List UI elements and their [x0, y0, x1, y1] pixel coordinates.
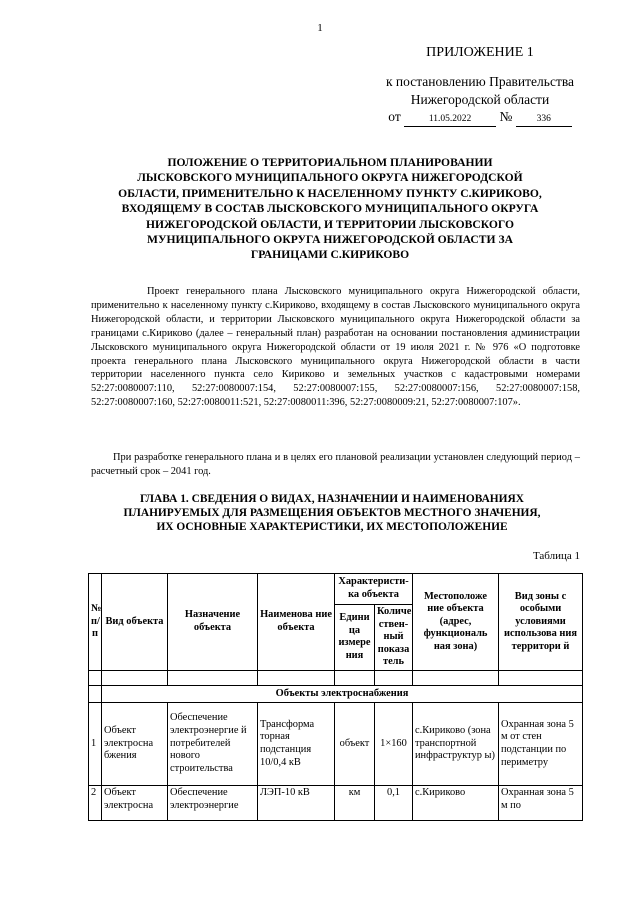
header-num: № п/п [89, 574, 102, 671]
header-quantity: Количе ствен- ный показа тель [375, 605, 413, 671]
appendix-date: 11.05.2022 [404, 113, 496, 127]
appendix-from: от [388, 109, 401, 124]
header-purpose: Назначение объекта [168, 574, 258, 671]
header-zone: Вид зоны с особыми условиями использова ния территори й [499, 574, 583, 671]
appendix-number: 336 [516, 113, 572, 127]
header-type: Вид объекта [102, 574, 168, 671]
cell-quantity: 0,1 [375, 785, 413, 820]
cell-type: Объект электросна [102, 785, 168, 820]
document-title [80, 155, 580, 263]
cell-purpose: Обеспечение электроэнергие [168, 785, 258, 820]
title-line: МУНИЦИПАЛЬНОГО ОКРУГА НИЖЕГОРОДСКОЙ ОБЛАСТИ ЗА [147, 233, 513, 247]
chapter-line: ГЛАВА 1. СВЕДЕНИЯ О ВИДАХ, НАЗНАЧЕНИИ И НАИМЕНОВАНИЯХ [140, 493, 524, 505]
cell-purpose: Обеспечение электроэнергие й потребителей нового строительства [168, 702, 258, 785]
table-label: Таблица 1 [532, 550, 580, 562]
chapter-heading [84, 492, 580, 535]
cell-zone: Охранная зона 5 м от стен подстанции по периметру [499, 702, 583, 785]
page-number: 1 [317, 22, 323, 34]
title-line: ОБЛАСТИ, ПРИМЕНИТЕЛЬНО К НАСЕЛЕННОМУ ПУНКТУ С.КИРИКОВО, [118, 186, 542, 200]
paragraph-intro: Проект генерального плана Лысковского муниципального округа Нижегородской области, применительно к населенному пункту с.Кириково, входящему в состав Лысковского муниципального округа Нижегородской области, и территории Лысковского муниципального округа Нижегородской области за границами с.Кириково (далее – генеральный план) разработан на основании постановления администрации Лысковского муниципального округа Нижегородской области от 19 июля 2021 г. № 976 «О подготовке проекта генерального плана Лысковского муниципального округа Нижегородской области в части территории населенного пункта село Кириково и земельных участков с кадастровыми номерами 52:27:0080007:110, 52:27:0080007:154, 52:27:0080007:155, 52:27:0080007:156, 52:27:0080007:158, 52:27:0080007:160, 52:27:0080011:521, 52:27:0080011:396, 52:27:0080009:21, 52:27:0080007:107». [91, 286, 580, 409]
title-line: ПОЛОЖЕНИЕ О ТЕРРИТОРИАЛЬНОМ ПЛАНИРОВАНИИ [167, 156, 493, 169]
cell-location: с.Кириково [413, 785, 499, 820]
cell-unit: объект [335, 702, 375, 785]
header-name: Наименова ние объекта [258, 574, 335, 671]
cell-type: Объект электросна бжения [102, 702, 168, 785]
header-unit: Едини ца измере ния [335, 605, 375, 671]
chapter-line: ИХ ОСНОВНЫЕ ХАРАКТЕРИСТИКИ, ИХ МЕСТОПОЛОЖЕНИЕ [156, 521, 508, 534]
paragraph-period: При разработке генерального плана и в целях его плановой реализации установлен следующий период – расчетный срок – 2041 год. [91, 452, 580, 477]
title-line: ГРАНИЦАМИ С.КИРИКОВО [250, 248, 410, 262]
table-spacer-row [89, 670, 583, 685]
cell-name: ЛЭП-10 кВ [258, 785, 335, 820]
table-row [89, 785, 583, 820]
appendix-number-sign: № [499, 109, 513, 124]
title-line: НИЖЕГОРОДСКОЙ ОБЛАСТИ, И ТЕРРИТОРИИ ЛЫСКОВСКОГО [146, 217, 514, 231]
title-line: ЛЫСКОВСКОГО МУНИЦИПАЛЬНОГО ОКРУГА НИЖЕГОРОДСКОЙ [137, 171, 523, 185]
appendix-date-line [360, 108, 600, 127]
chapter-line: ПЛАНИРУЕМЫХ ДЛЯ РАЗМЕЩЕНИЯ ОБЪЕКТОВ МЕСТНОГО ЗНАЧЕНИЯ, [123, 507, 541, 520]
appendix-line-2: Нижегородской области [410, 92, 550, 107]
section-title: Объекты электроснабжения [102, 685, 583, 702]
table-row [89, 702, 583, 785]
table-section-row [89, 685, 583, 702]
cell-unit: км [335, 785, 375, 820]
cell-num: 2 [89, 785, 102, 820]
cell-zone: Охранная зона 5 м по [499, 785, 583, 820]
cell-name: Трансформа торная подстанция 10/0,4 кВ [258, 702, 335, 785]
objects-table [88, 573, 583, 821]
title-line: ВХОДЯЩЕМУ В СОСТАВ ЛЫСКОВСКОГО МУНИЦИПАЛЬНОГО ОКРУГА [121, 202, 539, 216]
header-location: Местоположе ние объекта (адрес, функциональ ная зона) [413, 574, 499, 671]
appendix-title: ПРИЛОЖЕНИЕ 1 [426, 45, 534, 60]
cell-quantity: 1×160 [375, 702, 413, 785]
cell-location: с.Кириково (зона транспортной инфраструктур ы) [413, 702, 499, 785]
cell-num: 1 [89, 702, 102, 785]
header-characteristics: Характеристи- ка объекта [335, 574, 413, 605]
appendix-line-1: к постановлению Правительства [385, 74, 575, 89]
